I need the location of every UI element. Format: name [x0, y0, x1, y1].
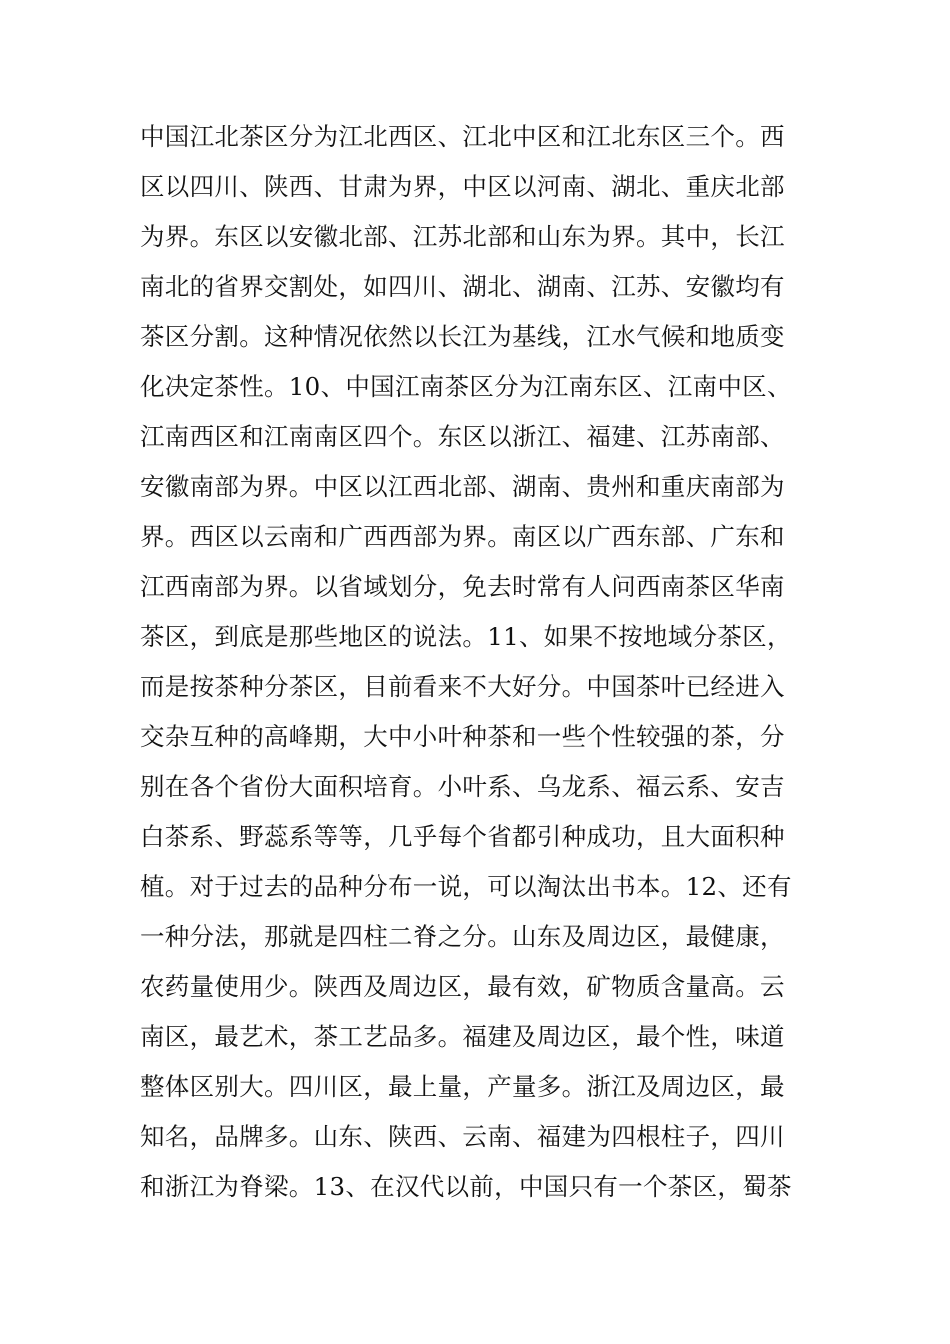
text-line: 化决定茶性。10、中国江南茶区分为江南东区、江南中区、	[140, 372, 792, 401]
text-line: 一种分法，那就是四柱二脊之分。山东及周边区，最健康，	[140, 922, 785, 951]
text-line: 而是按茶种分茶区，目前看来不大好分。中国茶叶已经进入	[140, 672, 785, 701]
text-line: 中国江北茶区分为江北西区、江北中区和江北东区三个。西	[140, 122, 785, 151]
text-line: 知名，品牌多。山东、陕西、云南、福建为四根柱子，四川	[140, 1122, 785, 1151]
body-paragraph	[140, 112, 810, 1212]
text-line: 茶区分割。这种情况依然以长江为基线，江水气候和地质变	[140, 322, 785, 351]
text-line: 白茶系、野蕊系等等，几乎每个省都引种成功，且大面积种	[140, 822, 785, 851]
text-line: 区以四川、陕西、甘肃为界，中区以河南、湖北、重庆北部	[140, 172, 785, 201]
text-line: 整体区别大。四川区，最上量，产量多。浙江及周边区，最	[140, 1072, 785, 1101]
text-line: 茶区，到底是那些地区的说法。11、如果不按地域分茶区，	[140, 622, 792, 651]
text-line: 和浙江为脊梁。13、在汉代以前，中国只有一个茶区，蜀茶	[140, 1172, 792, 1201]
text-line: 植。对于过去的品种分布一说，可以淘汰出书本。12、还有	[140, 872, 792, 901]
text-line: 界。西区以云南和广西西部为界。南区以广西东部、广东和	[140, 522, 785, 551]
text-line: 南区，最艺术，茶工艺品多。福建及周边区，最个性，味道	[140, 1022, 785, 1051]
text-line: 江西南部为界。以省域划分，免去时常有人问西南茶区华南	[140, 572, 785, 601]
text-line: 别在各个省份大面积培育。小叶系、乌龙系、福云系、安吉	[140, 772, 785, 801]
text-line: 南北的省界交割处，如四川、湖北、湖南、江苏、安徽均有	[140, 272, 785, 301]
text-line: 安徽南部为界。中区以江西北部、湖南、贵州和重庆南部为	[140, 472, 785, 501]
text-line: 交杂互种的高峰期，大中小叶种茶和一些个性较强的茶，分	[140, 722, 785, 751]
text-line: 江南西区和江南南区四个。东区以浙江、福建、江苏南部、	[140, 422, 785, 451]
text-line: 农药量使用少。陕西及周边区，最有效，矿物质含量高。云	[140, 972, 785, 1001]
text-line: 为界。东区以安徽北部、江苏北部和山东为界。其中，长江	[140, 222, 785, 251]
